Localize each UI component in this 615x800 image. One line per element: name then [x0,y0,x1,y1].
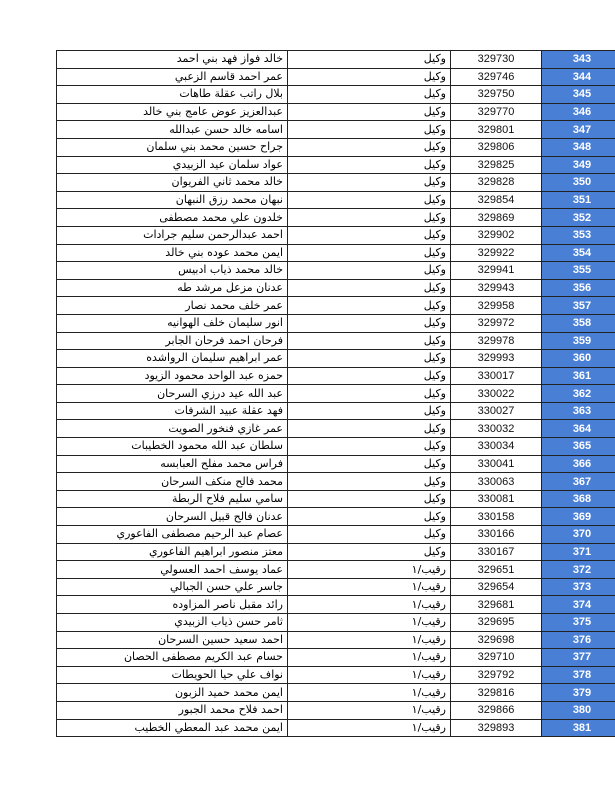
sequence-number-cell: 357 [542,297,615,315]
rank-cell: وكيل [288,103,451,121]
table-row [57,631,615,649]
rank-cell: وكيل [288,490,451,508]
table-row [57,508,615,526]
name-cell: نواف علي حيا الحويطات [57,666,288,684]
sequence-number-cell: 363 [542,402,615,420]
rank-cell: وكيل [288,226,451,244]
id-number-cell: 330027 [451,402,542,420]
id-number-cell: 329866 [451,701,542,719]
id-number-cell: 329993 [451,350,542,368]
sequence-number-cell: 350 [542,174,615,192]
rank-cell: وكيل [288,332,451,350]
name-cell: عمر خلف محمد نصار [57,297,288,315]
sequence-number-cell: 371 [542,543,615,561]
sequence-number-cell: 344 [542,68,615,86]
id-number-cell: 329972 [451,314,542,332]
id-number-cell: 329730 [451,51,542,69]
rank-cell: رقيب/١ [288,666,451,684]
id-number-cell: 330063 [451,473,542,491]
id-number-cell: 330041 [451,455,542,473]
rank-cell: رقيب/١ [288,614,451,632]
table-row [57,614,615,632]
rank-cell: وكيل [288,297,451,315]
name-cell: احمد عبدالرحمن سليم جرادات [57,226,288,244]
sequence-number-cell: 375 [542,614,615,632]
rank-cell: وكيل [288,402,451,420]
sequence-number-cell: 362 [542,385,615,403]
table-row [57,543,615,561]
personnel-table [56,50,615,737]
rank-cell: وكيل [288,138,451,156]
table-row [57,402,615,420]
name-cell: عمر ابراهيم سليمان الرواشده [57,350,288,368]
rank-cell: وكيل [288,367,451,385]
rank-cell: وكيل [288,156,451,174]
sequence-number-cell: 354 [542,244,615,262]
name-cell: ثامر حسن ذياب الزبيدي [57,614,288,632]
name-cell: عدنان مزعل مرشد طه [57,279,288,297]
rank-cell: رقيب/١ [288,684,451,702]
name-cell: خالد محمد ثاني الفريوان [57,174,288,192]
id-number-cell: 329958 [451,297,542,315]
name-cell: سلطان عبد الله محمود الخطيبات [57,438,288,456]
sequence-number-cell: 378 [542,666,615,684]
name-cell: عماد يوسف احمد العسولي [57,561,288,579]
table-row [57,666,615,684]
id-number-cell: 329978 [451,332,542,350]
table-row [57,244,615,262]
sequence-number-cell: 361 [542,367,615,385]
rank-cell: وكيل [288,473,451,491]
table-row [57,332,615,350]
name-cell: جاسر علي حسن الجبالي [57,578,288,596]
id-number-cell: 329695 [451,614,542,632]
name-cell: سامي سليم فلاح الربطة [57,490,288,508]
table-row [57,473,615,491]
name-cell: فراس محمد مفلح العبابسه [57,455,288,473]
rank-cell: رقيب/١ [288,701,451,719]
id-number-cell: 330158 [451,508,542,526]
name-cell: خالد محمد ذياب ادبيس [57,262,288,280]
rank-cell: وكيل [288,350,451,368]
sequence-number-cell: 367 [542,473,615,491]
id-number-cell: 329922 [451,244,542,262]
rank-cell: وكيل [288,244,451,262]
name-cell: اسامه خالد حسن عبدالله [57,121,288,139]
sequence-number-cell: 370 [542,526,615,544]
sequence-number-cell: 364 [542,420,615,438]
table-row [57,438,615,456]
name-cell: بلال راتب عقلة طاهات [57,86,288,104]
sequence-number-cell: 348 [542,138,615,156]
name-cell: عواد سلمان عيد الزبيدي [57,156,288,174]
id-number-cell: 329698 [451,631,542,649]
sequence-number-cell: 349 [542,156,615,174]
name-cell: عصام عبد الرحيم مصطفى الفاعوري [57,526,288,544]
rank-cell: وكيل [288,314,451,332]
table-row [57,174,615,192]
sequence-number-cell: 347 [542,121,615,139]
table-row [57,490,615,508]
rank-cell: وكيل [288,68,451,86]
sequence-number-cell: 373 [542,578,615,596]
table-row [57,526,615,544]
table-row [57,279,615,297]
id-number-cell: 329746 [451,68,542,86]
sequence-number-cell: 355 [542,262,615,280]
sequence-number-cell: 377 [542,649,615,667]
sequence-number-cell: 374 [542,596,615,614]
name-cell: ايمن محمد حميد الزبون [57,684,288,702]
rank-cell: رقيب/١ [288,596,451,614]
sequence-number-cell: 359 [542,332,615,350]
id-number-cell: 329806 [451,138,542,156]
rank-cell: وكيل [288,420,451,438]
sequence-number-cell: 368 [542,490,615,508]
table-row [57,156,615,174]
name-cell: فهد عقلة عبيد الشرفات [57,402,288,420]
id-number-cell: 329854 [451,191,542,209]
rank-cell: رقيب/١ [288,719,451,737]
table-row [57,86,615,104]
sequence-number-cell: 345 [542,86,615,104]
table-row [57,719,615,737]
rank-cell: وكيل [288,51,451,69]
id-number-cell: 329750 [451,86,542,104]
name-cell: عبدالعزيز عوض عامج بني خالد [57,103,288,121]
rank-cell: وكيل [288,86,451,104]
rank-cell: وكيل [288,174,451,192]
name-cell: محمد فالح منكف السرحان [57,473,288,491]
name-cell: رائد مقبل ناصر المزاوده [57,596,288,614]
personnel-table-body [57,51,615,737]
id-number-cell: 329710 [451,649,542,667]
sequence-number-cell: 343 [542,51,615,69]
id-number-cell: 329792 [451,666,542,684]
rank-cell: وكيل [288,543,451,561]
table-row [57,103,615,121]
name-cell: عمر احمد قاسم الزعبي [57,68,288,86]
sequence-number-cell: 369 [542,508,615,526]
id-number-cell: 330017 [451,367,542,385]
rank-cell: وكيل [288,385,451,403]
sequence-number-cell: 380 [542,701,615,719]
name-cell: حسام عبد الكريم مصطفى الحصان [57,649,288,667]
sequence-number-cell: 358 [542,314,615,332]
table-row [57,121,615,139]
table-row [57,385,615,403]
id-number-cell: 330022 [451,385,542,403]
rank-cell: وكيل [288,209,451,227]
sequence-number-cell: 353 [542,226,615,244]
table-row [57,226,615,244]
rank-cell: رقيب/١ [288,631,451,649]
table-row [57,262,615,280]
name-cell: عبد الله عيد درزي السرحان [57,385,288,403]
rank-cell: رقيب/١ [288,578,451,596]
name-cell: معتز منصور ابراهيم الفاعوري [57,543,288,561]
table-row [57,191,615,209]
name-cell: جراح حسين محمد بني سلمان [57,138,288,156]
rank-cell: وكيل [288,508,451,526]
name-cell: حمزه عبد الواحد محمود الزيود [57,367,288,385]
sequence-number-cell: 372 [542,561,615,579]
sequence-number-cell: 366 [542,455,615,473]
table-row [57,297,615,315]
table-row [57,561,615,579]
id-number-cell: 329941 [451,262,542,280]
sequence-number-cell: 356 [542,279,615,297]
rank-cell: وكيل [288,262,451,280]
table-row [57,420,615,438]
name-cell: احمد فلاح محمد الجبور [57,701,288,719]
sequence-number-cell: 365 [542,438,615,456]
table-row [57,596,615,614]
table-row [57,649,615,667]
sequence-number-cell: 381 [542,719,615,737]
table-row [57,314,615,332]
rank-cell: وكيل [288,455,451,473]
table-row [57,367,615,385]
id-number-cell: 330167 [451,543,542,561]
table-row [57,138,615,156]
id-number-cell: 329902 [451,226,542,244]
rank-cell: وكيل [288,526,451,544]
sequence-number-cell: 360 [542,350,615,368]
rank-cell: رقيب/١ [288,649,451,667]
id-number-cell: 329943 [451,279,542,297]
table-row [57,578,615,596]
sequence-number-cell: 376 [542,631,615,649]
id-number-cell: 329893 [451,719,542,737]
table-row [57,684,615,702]
id-number-cell: 330032 [451,420,542,438]
table-row [57,455,615,473]
id-number-cell: 329770 [451,103,542,121]
name-cell: نبهان محمد رزق النبهان [57,191,288,209]
table-row [57,350,615,368]
name-cell: ايمن محمد عبد المعطي الخطيب [57,719,288,737]
name-cell: عمر غازي فنخور الصويت [57,420,288,438]
name-cell: خالد فواز فهد بني احمد [57,51,288,69]
sequence-number-cell: 346 [542,103,615,121]
rank-cell: وكيل [288,191,451,209]
name-cell: احمد سعيد حسين السرحان [57,631,288,649]
rank-cell: وكيل [288,279,451,297]
rank-cell: وكيل [288,438,451,456]
table-row [57,701,615,719]
sequence-number-cell: 351 [542,191,615,209]
id-number-cell: 329681 [451,596,542,614]
id-number-cell: 329869 [451,209,542,227]
id-number-cell: 329654 [451,578,542,596]
table-row [57,51,615,69]
rank-cell: رقيب/١ [288,561,451,579]
name-cell: انور سليمان خلف الهوانيه [57,314,288,332]
name-cell: فرحان احمد فرحان الجابر [57,332,288,350]
name-cell: عدنان فالح قبيل السرحان [57,508,288,526]
id-number-cell: 330034 [451,438,542,456]
id-number-cell: 330081 [451,490,542,508]
id-number-cell: 329816 [451,684,542,702]
name-cell: خلدون علي محمد مصطفى [57,209,288,227]
table-row [57,68,615,86]
id-number-cell: 329828 [451,174,542,192]
sequence-number-cell: 352 [542,209,615,227]
table-row [57,209,615,227]
rank-cell: وكيل [288,121,451,139]
name-cell: ايمن محمد عوده بني خالد [57,244,288,262]
id-number-cell: 329825 [451,156,542,174]
id-number-cell: 329801 [451,121,542,139]
sequence-number-cell: 379 [542,684,615,702]
id-number-cell: 330166 [451,526,542,544]
id-number-cell: 329651 [451,561,542,579]
